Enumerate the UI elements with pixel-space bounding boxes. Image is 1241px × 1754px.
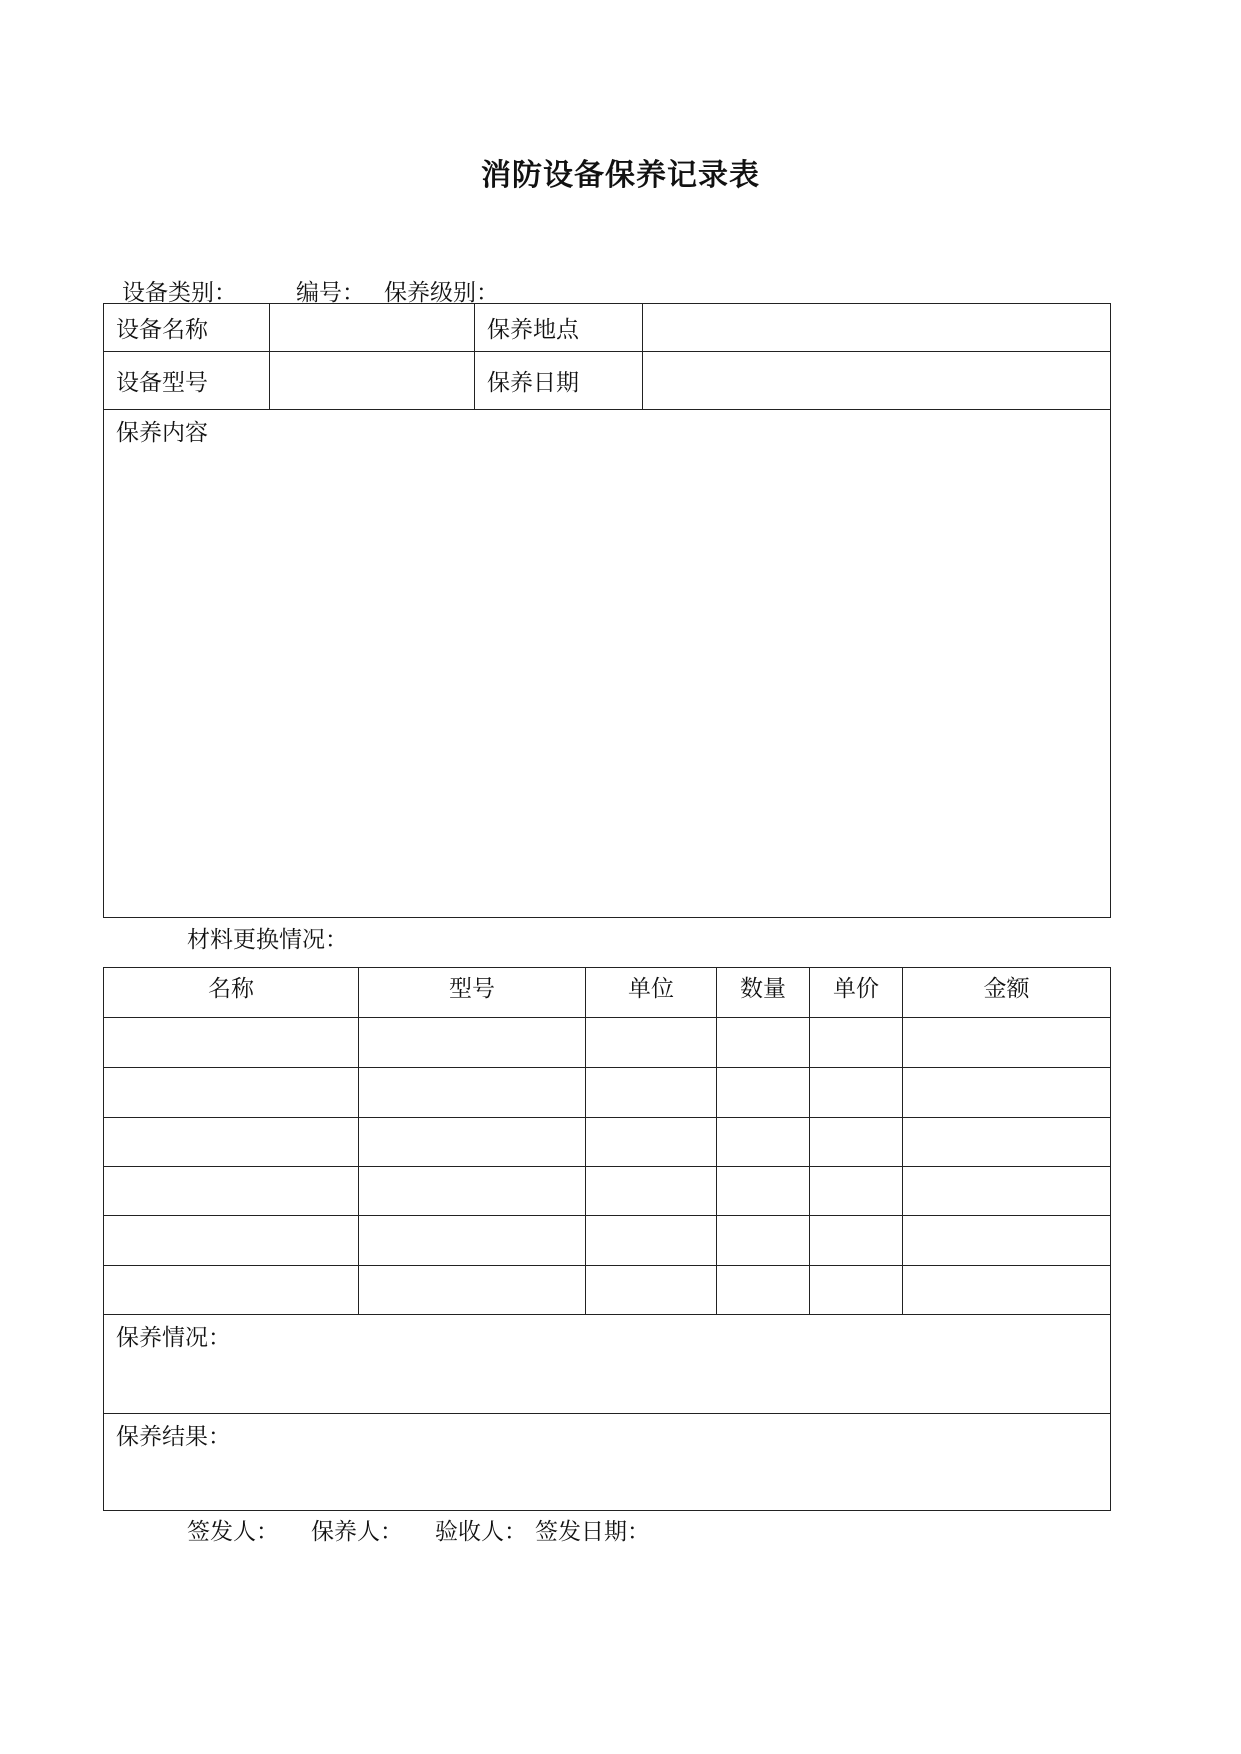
col-header-unit: 单位 [586, 968, 717, 1018]
table-cell[interactable] [586, 1018, 717, 1068]
col-header-quantity: 数量 [717, 968, 810, 1018]
maintenance-result-area[interactable] [104, 1414, 1111, 1511]
table-cell[interactable] [810, 1266, 903, 1315]
col-header-model: 型号 [359, 968, 586, 1018]
table-cell[interactable] [104, 1018, 359, 1068]
table-cell[interactable] [903, 1068, 1111, 1118]
equipment-model-field[interactable] [270, 352, 475, 410]
issuer-label: 签发人： [187, 1519, 279, 1545]
table-cell[interactable] [359, 1216, 586, 1266]
table-cell[interactable] [586, 1216, 717, 1266]
table-cell[interactable] [104, 1068, 359, 1118]
col-header-amount: 金额 [903, 968, 1111, 1018]
issue-date-label: 签发日期： [535, 1519, 650, 1545]
maintenance-result-label: 保养结果： [116, 1424, 231, 1450]
maintenance-date-label: 保养日期 [475, 352, 643, 410]
equipment-info-table [103, 303, 1111, 918]
equipment-name-field[interactable] [270, 304, 475, 352]
table-cell[interactable] [717, 1167, 810, 1216]
maintenance-date-field[interactable] [643, 352, 1111, 410]
table-row [104, 1118, 1111, 1167]
table-cell[interactable] [586, 1068, 717, 1118]
equipment-model-label: 设备型号 [104, 352, 270, 410]
materials-replacement-label: 材料更换情况： [187, 927, 348, 953]
materials-header-row [104, 968, 1111, 1018]
location-label: 保养地点 [475, 304, 643, 352]
table-cell[interactable] [903, 1167, 1111, 1216]
table-cell[interactable] [586, 1266, 717, 1315]
table-cell[interactable] [903, 1216, 1111, 1266]
table-cell[interactable] [586, 1118, 717, 1167]
table-cell[interactable] [104, 1118, 359, 1167]
serial-number-label: 编号： [296, 280, 365, 306]
table-cell[interactable] [903, 1118, 1111, 1167]
table-cell[interactable] [810, 1216, 903, 1266]
page-title: 消防设备保养记录表 [481, 158, 760, 193]
maintenance-content-label: 保养内容 [116, 420, 208, 446]
table-cell[interactable] [717, 1216, 810, 1266]
table-cell[interactable] [104, 1266, 359, 1315]
table-cell[interactable] [586, 1167, 717, 1216]
location-field[interactable] [643, 304, 1111, 352]
table-cell[interactable] [717, 1068, 810, 1118]
table-cell[interactable] [104, 1167, 359, 1216]
maintainer-label: 保养人： [311, 1519, 403, 1545]
table-cell[interactable] [903, 1266, 1111, 1315]
maintenance-condition-area[interactable] [104, 1315, 1111, 1414]
table-cell[interactable] [359, 1118, 586, 1167]
table-row [104, 1018, 1111, 1068]
table-cell[interactable] [359, 1068, 586, 1118]
materials-table [103, 967, 1111, 1511]
maintenance-level-label: 保养级别： [384, 280, 499, 306]
table-cell[interactable] [810, 1068, 903, 1118]
table-row [104, 1216, 1111, 1266]
table-cell[interactable] [359, 1018, 586, 1068]
table-cell[interactable] [359, 1266, 586, 1315]
maintenance-content-area[interactable] [104, 410, 1111, 918]
col-header-unit-price: 单价 [810, 968, 903, 1018]
table-cell[interactable] [717, 1118, 810, 1167]
table-cell[interactable] [717, 1018, 810, 1068]
col-header-name: 名称 [104, 968, 359, 1018]
table-cell[interactable] [903, 1018, 1111, 1068]
table-row [104, 1068, 1111, 1118]
equipment-category-label: 设备类别： [122, 280, 237, 306]
table-row [104, 1266, 1111, 1315]
table-cell[interactable] [810, 1018, 903, 1068]
table-cell[interactable] [810, 1118, 903, 1167]
inspector-label: 验收人： [435, 1519, 527, 1545]
table-cell[interactable] [104, 1216, 359, 1266]
maintenance-condition-label: 保养情况： [116, 1325, 231, 1351]
table-row [104, 1167, 1111, 1216]
table-cell[interactable] [359, 1167, 586, 1216]
table-cell[interactable] [810, 1167, 903, 1216]
equipment-name-label: 设备名称 [104, 304, 270, 352]
table-cell[interactable] [717, 1266, 810, 1315]
